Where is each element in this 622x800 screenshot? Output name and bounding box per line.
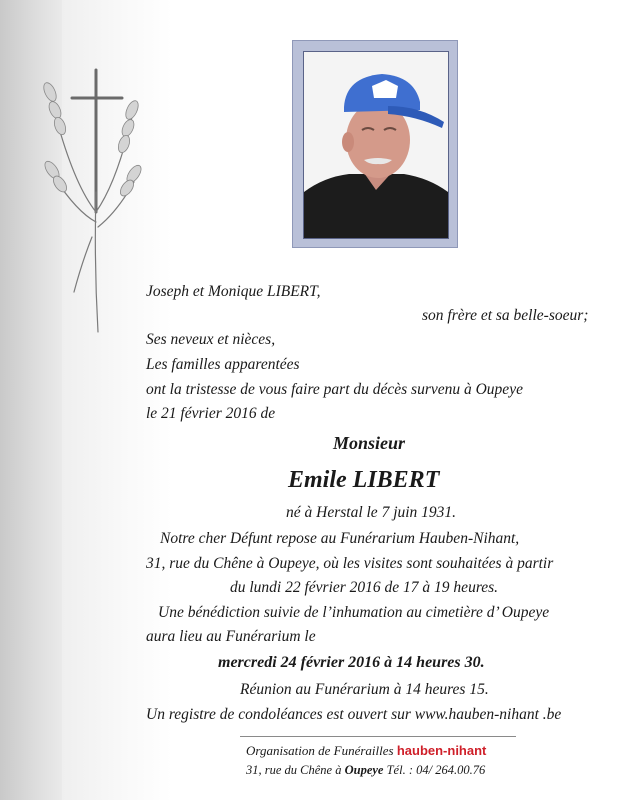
birth-info: né à Herstal le 7 juin 1931.: [286, 504, 457, 521]
rest-line-2: 31, rue du Chêne à Oupeye, où les visites sont souhaitées à partir: [146, 555, 554, 572]
portrait-illustration: [304, 52, 448, 238]
family-line-1-role: son frère et sa belle-soeur;: [422, 307, 589, 324]
portrait-frame: [292, 40, 458, 248]
meeting-info: Réunion au Funérarium à 14 heures 15.: [240, 681, 489, 698]
footer-phone: Tél. : 04/ 264.00.76: [386, 763, 486, 777]
family-line-3: Les familles apparentées: [146, 356, 300, 373]
ceremony-date: mercredi 24 février 2016 à 14 heures 30.: [218, 654, 485, 671]
deceased-title: Monsieur: [333, 433, 406, 453]
footer-organisation: [246, 744, 486, 757]
family-line-5: le 21 février 2016 de: [146, 405, 276, 422]
cross-wheat-ornament: [22, 62, 152, 342]
ceremony-line-2: aura lieu au Funérarium le: [146, 628, 316, 645]
ceremony-line-1: Une bénédiction suivie de l’inhumation au cimetière d’ Oupeye: [158, 604, 550, 621]
footer-separator: [240, 736, 516, 737]
brand-logo-text: hauben-nihant: [396, 743, 487, 758]
portrait-photo: [303, 51, 449, 239]
footer-address-prefix: 31, rue du Chêne à: [246, 763, 342, 777]
rest-line-1: Notre cher Défunt repose au Funérarium Hauben-Nihant,: [160, 530, 520, 547]
footer-address: [246, 764, 485, 777]
family-line-2: Ses neveux et nièces,: [146, 331, 276, 348]
footer-address-city: Oupeye: [344, 763, 384, 777]
condolence-register: Un registre de condoléances est ouvert sur www.hauben-nihant .be: [146, 706, 562, 723]
family-line-4: ont la tristesse de vous faire part du décès survenu à Oupeye: [146, 381, 523, 398]
footer-org-prefix: Organisation de Funérailles: [246, 743, 394, 758]
family-line-1: Joseph et Monique LIBERT,: [146, 283, 321, 300]
rest-line-3: du lundi 22 février 2016 de 17 à 19 heures.: [230, 579, 499, 596]
deceased-name: Emile LIBERT: [288, 467, 440, 493]
